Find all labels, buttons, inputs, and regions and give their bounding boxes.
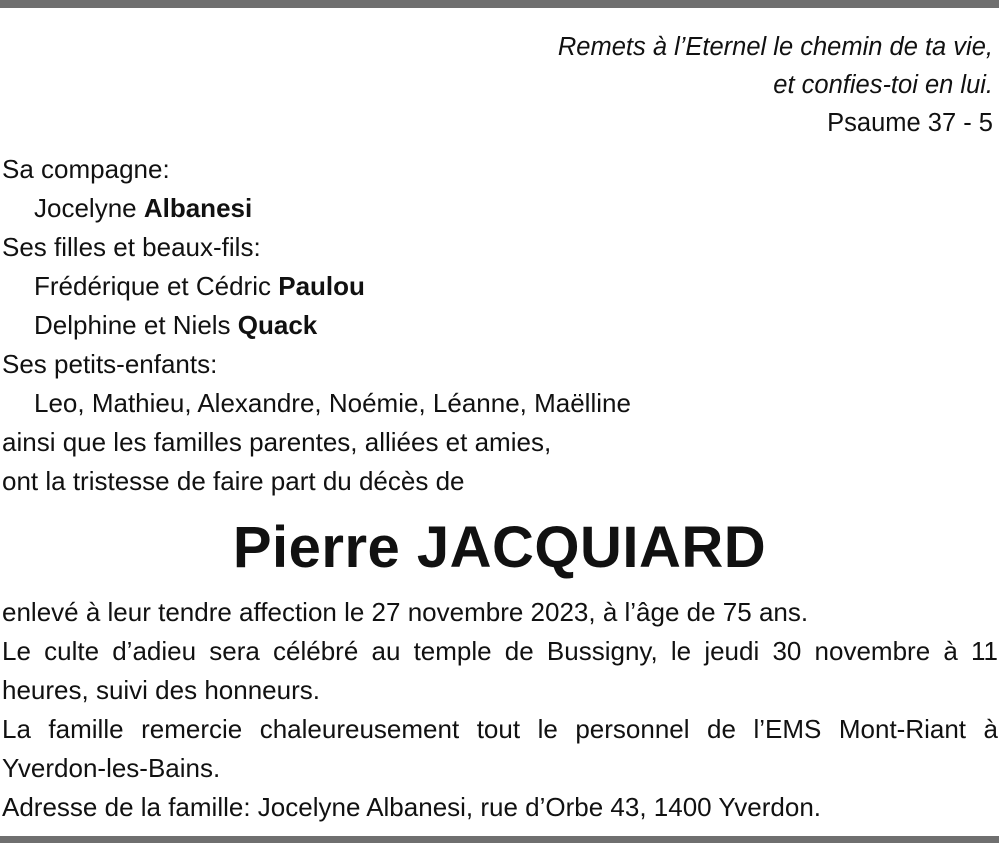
partner-name bbox=[2, 189, 631, 228]
daughter-couple-last-name: Paulou bbox=[278, 271, 365, 301]
bible-verse bbox=[558, 28, 993, 142]
service-statement: Le culte d’adieu sera célébré au temple de Bussigny, le jeudi 30 novembre à 11 heures, suivi des honneurs. bbox=[2, 636, 998, 705]
verse-line-1: Remets à l’Eternel le chemin de ta vie, bbox=[557, 33, 993, 61]
family-list bbox=[2, 150, 631, 501]
grandchildren-names: Leo, Mathieu, Alexandre, Noémie, Léanne, Maëlline bbox=[34, 388, 631, 418]
daughter-couple-first-names: Frédérique et Cédric bbox=[34, 271, 279, 301]
verse-reference: Psaume 37 - 5 bbox=[827, 109, 993, 137]
deceased-name: Pierre JACQUIARD bbox=[232, 515, 767, 580]
thanks-statement: La famille remercie chaleureusement tout le personnel de l’EMS Mont-Riant à Yverdon-les-Bains. bbox=[2, 714, 998, 783]
daughter-couple-last-name: Quack bbox=[237, 310, 318, 340]
partner-first-name: Jocelyne bbox=[34, 193, 144, 223]
daughter-couple-first-names: Delphine et Niels bbox=[34, 310, 238, 340]
relatives-line: ainsi que les familles parentes, alliées et amies, bbox=[2, 427, 552, 457]
grandchildren-heading: Ses petits-enfants: bbox=[2, 349, 218, 379]
verse-line-2: et confies-toi en lui. bbox=[773, 71, 993, 99]
announcement-line: ont la tristesse de faire part du décès de bbox=[2, 466, 465, 496]
death-statement: enlevé à leur tendre affection le 27 novembre 2023, à l’âge de 75 ans. bbox=[2, 597, 809, 627]
daughters-heading: Ses filles et beaux-fils: bbox=[2, 232, 261, 262]
daughter-couple bbox=[2, 306, 631, 345]
daughter-couple bbox=[2, 267, 631, 306]
partner-heading: Sa compagne: bbox=[2, 154, 170, 184]
partner-last-name: Albanesi bbox=[143, 193, 253, 223]
bottom-rule bbox=[0, 836, 999, 843]
notice-body bbox=[2, 593, 998, 827]
family-address: Adresse de la famille: Jocelyne Albanesi, rue d’Orbe 43, 1400 Yverdon. bbox=[2, 792, 822, 822]
top-rule bbox=[0, 0, 999, 8]
